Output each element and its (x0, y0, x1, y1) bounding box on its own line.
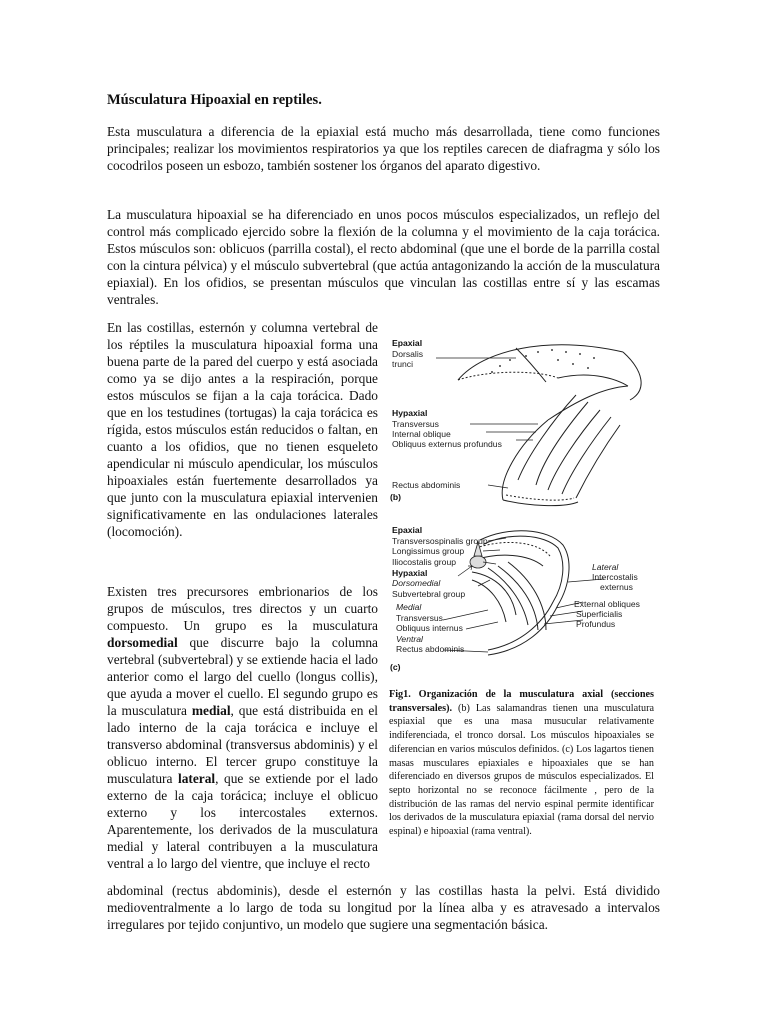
label-b-rectus: Rectus abdominis (392, 480, 461, 490)
label-c-iliocostalis: Iliocostalis group (392, 557, 457, 567)
label-b-dorsalis: Dorsalis (392, 349, 424, 359)
label-c-rectus: Rectus abdominis (396, 644, 465, 654)
label-c-hypaxial: Hypaxial (392, 568, 428, 578)
page-title: Músculatura Hipoaxial en reptiles. (107, 92, 322, 108)
label-c-lateral: Lateral (592, 562, 619, 572)
paragraph-ribs-sternum: En las costillas, esternón y columna vertebral de los réptiles la musculatura hipoaxial forma una buena parte de la pared del cuerpo y está asociada como ya se dijo antes a la respiración, porque estos músculos se fijan a la caja torácica. Dado que en los testudines (tortugas) la caja torácica es rígida, estos músculos están reducidos o faltan, en cuanto a los ofidios, que no tienen esqueleto apendicular ni músculo apendicular, los músculos hipoaxiales están fuertemente desarrollados ya que junto con la musculatura epiaxial intervenien significativamente en las ondulaciones laterales (locomoción). (107, 320, 378, 539)
label-c-epaxial: Epaxial (392, 525, 423, 535)
paragraph-specialized-muscles: La musculatura hipoaxial se ha diferenciado en unos pocos músculos especializados, un reflejo del control más complicado ejercido sobre la flexión de la columna y el movimiento de la caja torácica. Estos músculos son: oblicuos (parrilla costal), el recto abdominal (que une el borde de la parrilla costal con la cintura pélvica) y el músculo subvertebral (que actúa antagonizando la acción de la musculatura epiaxial). En los ofidios, se presentan músculos que vinculan las costillas entre sí y las escamas ventrales. (107, 207, 660, 307)
label-b-panel: (b) (390, 492, 401, 502)
label-c-external-obliques: External obliques (574, 599, 640, 609)
label-b-internal-oblique: Internal oblique (392, 429, 451, 439)
label-c-intercostalis: Intercostalis (592, 572, 638, 582)
label-b-obliquus-externus: Obliquus externus profundus (392, 439, 502, 449)
paragraph-precursors-text-3: , que está distribuida en el lado interno de la caja torácica e incluye el transverso abdominal (transversus abdominis) y el oblicuo interno. El tercer grupo constituye la musculatura (107, 703, 378, 786)
label-c-transversospinalis: Transversospinalis group (392, 536, 488, 546)
figure-panel-c-drawing (472, 531, 569, 655)
label-c-profundus: Profundus (576, 619, 616, 629)
paragraph-functions: Esta musculatura a diferencia de la epiaxial está mucho más desarrollada, tiene como funciones principales; realizar los movimientos respiratorios ya que los reptiles carecen de diafragma y sólo los cocodrilos poseen un esbozo, también sostener los órganos del aparato digestivo. (107, 124, 660, 173)
paragraph-precursors-text-4: , que se extiende por el lado externo de la caja torácica; incluye el oblicuo externo y los intercostales externos. Aparentemente, los derivados de la musculatura medial y lateral contribuyen a la musculatura ventral a lo largo del vientre, que incluye el recto (107, 771, 378, 871)
label-c-dorsomedial: Dorsomedial (392, 578, 441, 588)
label-c-transversus: Transversus (396, 613, 443, 623)
figure-axial-musculature (388, 330, 660, 678)
label-c-medial: Medial (396, 602, 422, 612)
figure-caption-title: Fig1. Organización de la musculatura axial (secciones transversales). (389, 689, 654, 714)
label-c-longissimus: Longissimus group (392, 546, 465, 556)
label-c-obliquus-internus: Obliquus internus (396, 623, 463, 633)
paragraph-precursors-text-2: que discurre bajo la columna vertebral (subvertebral) y se extiende hacia el lado anterior como el largo del cuello (longus collis), que ayuda a mover el cuello. El segundo grupo es la musculatura (107, 635, 378, 718)
label-b-epaxial: Epaxial (392, 338, 423, 348)
figure-panel-b-dots (491, 349, 595, 373)
figure-panel-b-drawing (458, 345, 641, 506)
figure-caption-text: (b) Las salamandras tienen una musculatura espiaxial que es una masa musucular relativamente indiferenciada, el tronco dorsal. Los músculos hipoaxiales se diferencian en varios músculos definidos. (c) Los lagartos tienen masas musculares epiaxiales e hipoaxiales que se han diferenciado en diversos grupos de músculos especializados. El septo horizontal no se reconoce fácilmente , pero de la distribución de las ramas del nervio espinal permite identificar los derivados de la musculatura epiaxial (rama dorsal del nervio espinal) e hipoaxial (rama ventral). (389, 702, 654, 838)
term-lateral: lateral (177, 771, 216, 786)
label-b-hypaxial: Hypaxial (392, 408, 428, 418)
label-b-trunci: trunci (392, 359, 414, 369)
paragraph-precursors-text-1: Existen tres precursores embrionarios de los grupos de músculos, tres directos y un cuarto compuesto. Un grupo es la musculatura (107, 584, 378, 633)
paragraph-precursors-continuation: abdominal (rectus abdominis), desde el esternón y las costillas hasta la pelvi. Está dividido medioventralmente a lo largo de toda su longitud por la línea alba y es atravesado a intervalos irregulares por tejido conjuntivo, un modelo que sugiere una segmentación básica. (107, 883, 660, 932)
label-c-subvertebral: Subvertebral group (392, 589, 466, 599)
figure-panel-c-leaders (443, 538, 604, 652)
paragraph-precursors (107, 583, 378, 872)
term-dorsomedial: dorsomedial (107, 635, 178, 650)
label-c-panel: (c) (390, 662, 401, 672)
label-c-ventral: Ventral (396, 634, 423, 644)
figure-caption (389, 688, 654, 839)
label-c-externus: externus (600, 582, 633, 592)
label-b-transversus: Transversus (392, 419, 439, 429)
label-c-superficialis: Superficialis (576, 609, 623, 619)
term-medial: medial (191, 703, 231, 718)
